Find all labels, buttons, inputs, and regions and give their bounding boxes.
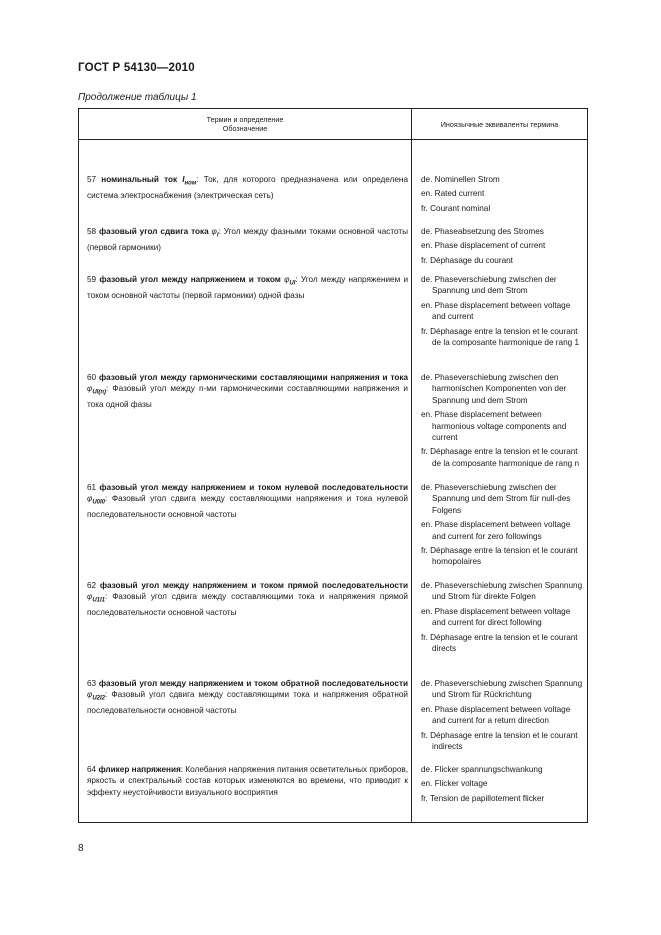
page-number: 8 bbox=[78, 843, 84, 854]
equivalents-62 bbox=[421, 580, 586, 657]
term-definition: : Фазовый угол сдвига между составляющими тока и напряжения прямой последовательности основной частоты bbox=[87, 592, 408, 618]
term-symbol: $I_{ном}$ bbox=[182, 175, 197, 187]
table-continuation-caption: Продолжение таблицы 1 bbox=[78, 92, 197, 103]
term-symbol: $\varphi_I$ bbox=[211, 227, 219, 239]
term-entry-60 bbox=[87, 372, 408, 411]
term-number: 58 bbox=[87, 227, 97, 236]
term-number: 59 bbox=[87, 275, 97, 284]
term-name: фазовый угол сдвига тока bbox=[99, 227, 209, 236]
term-definition: : Фазовый угол сдвига между составляющими тока и напряжения обратной последовательности основной частоты bbox=[87, 690, 408, 716]
standard-code: ГОСТ Р 54130—2010 bbox=[78, 62, 195, 74]
term-entry-63 bbox=[87, 678, 408, 717]
equiv-de: de. Phaseverschiebung zwischen der Spannung und dem Strom für null-des Folgens bbox=[421, 483, 571, 515]
term-entry-62 bbox=[87, 580, 408, 619]
term-number: 64 bbox=[87, 765, 97, 774]
term-entry-64 bbox=[87, 764, 408, 798]
terms-table bbox=[78, 108, 588, 823]
equiv-en: en. Phase displacement between voltage and current for zero followings bbox=[421, 520, 571, 541]
equiv-fr: fr. Tension de papillotement flicker bbox=[421, 793, 545, 803]
equiv-en: en. Phase displacement between voltage and current for direct following bbox=[421, 606, 571, 628]
term-number: 61 bbox=[87, 483, 97, 492]
equiv-de: de. Phaseverschiebung zwischen Spannung und Strom für Rückrichtung bbox=[421, 679, 583, 700]
term-number: 62 bbox=[87, 581, 97, 590]
equiv-en: en. Phase displacement of current bbox=[421, 241, 546, 251]
header-equivalents-label: Иноязычные эквиваленты термина bbox=[440, 119, 559, 129]
header-term-label: Термин и определение bbox=[206, 115, 284, 124]
term-number: 63 bbox=[87, 679, 97, 688]
equiv-en: en. Phase displacement between harmonious voltage components and current bbox=[421, 410, 567, 443]
term-entry-61 bbox=[87, 482, 408, 521]
term-definition: : Угол между напряжением и током основной частоты (первой гармоники) одной фазы bbox=[87, 275, 409, 301]
header-equivalents-column bbox=[412, 109, 587, 139]
term-symbol: $\varphi_{UI(n)}$ bbox=[87, 384, 107, 397]
equivalents-63 bbox=[421, 678, 586, 755]
term-definition: : Ток, для которого предназначена или определена система электроснабжения (электрическая сеть) bbox=[87, 175, 408, 201]
equiv-de: de. Flicker spannungschwankung bbox=[421, 765, 543, 774]
equiv-en: en. Rated current bbox=[421, 189, 485, 199]
equiv-fr: fr. Déphasage du courant bbox=[421, 255, 513, 265]
equivalents-64 bbox=[421, 764, 586, 807]
table-body bbox=[78, 140, 588, 823]
term-symbol: $\varphi_{U0I0}$ bbox=[87, 494, 106, 507]
term-entry-57 bbox=[87, 174, 408, 201]
equivalents-57 bbox=[421, 174, 586, 217]
equivalents-58 bbox=[421, 226, 586, 269]
term-symbol: $\varphi_{U1I1}$ bbox=[87, 592, 106, 605]
equiv-en: en. Phase displacement between voltage and current bbox=[421, 300, 571, 322]
term-name: фазовый угол между напряжением и током нулевой последовательности bbox=[99, 483, 408, 492]
header-term-column bbox=[79, 109, 412, 139]
term-symbol: $\varphi_{U2I2}$ bbox=[87, 690, 106, 703]
term-definition: : Фазовый угол сдвига между составляющими напряжения и тока нулевой последовательности основной частоты bbox=[87, 494, 408, 520]
equiv-fr: fr. Courant nominal bbox=[421, 203, 491, 213]
term-entry-59 bbox=[87, 274, 408, 301]
equiv-de: de. Phaseverschiebung zwischen der Spannung und dem Strom bbox=[421, 275, 557, 296]
term-name: номинальный ток bbox=[101, 175, 178, 184]
equiv-fr: fr. Déphasage entre la tension et le courant indirects bbox=[421, 730, 578, 752]
column-divider bbox=[411, 140, 412, 822]
term-entry-58 bbox=[87, 226, 408, 253]
term-symbol: $\varphi_{UI}$ bbox=[284, 275, 296, 287]
equivalents-60 bbox=[421, 372, 586, 472]
equiv-fr: fr. Déphasage entre la tension et le courant directs bbox=[421, 632, 578, 654]
term-name: фликер напряжения bbox=[98, 765, 181, 774]
term-definition: : Угол между фазными токами основной частоты (первой гармоники) bbox=[87, 227, 409, 253]
equiv-en: en. Phase displacement between voltage and current for a return direction bbox=[421, 704, 571, 726]
equiv-fr: fr. Déphasage entre la tension et le courant de la composante harmonique de rang n bbox=[421, 447, 580, 468]
header-symbol-label: Обозначение bbox=[222, 124, 268, 133]
term-number: 60 bbox=[87, 373, 97, 382]
equiv-de: de. Phaseverschiebung zwischen den harmonischen Komponenten von der Spannung und dem Strom bbox=[421, 373, 567, 405]
equiv-de: de. Phaseabsetzung des Stromes bbox=[421, 227, 544, 236]
equiv-en: en. Flicker voltage bbox=[421, 779, 488, 789]
term-name: фазовый угол между напряжением и током обратной последовательности bbox=[98, 679, 408, 688]
equiv-fr: fr. Déphasage entre la tension et le courant homopolaires bbox=[421, 546, 578, 567]
equivalents-61 bbox=[421, 482, 586, 571]
term-number: 57 bbox=[87, 175, 97, 184]
term-definition: : Колебания напряжения питания осветительных приборов, яркость и спектральный состав которых изменяются во времени, что приводит к эффекту неустойчивости визуального восприятия bbox=[87, 765, 409, 797]
equivalents-59 bbox=[421, 274, 586, 351]
term-name: фазовый угол между напряжением и током прямой последовательности bbox=[99, 581, 408, 590]
term-name: фазовый угол между напряжением и током bbox=[99, 275, 281, 284]
equiv-de: de. Nominellen Strom bbox=[421, 175, 500, 184]
equiv-de: de. Phaseverschiebung zwischen Spannung und Strom für direkte Folgen bbox=[421, 581, 583, 602]
term-definition: : Фазовый угол между n-ми гармоническими составляющими напряжения и тока одной фазы bbox=[87, 384, 408, 410]
equiv-fr: fr. Déphasage entre la tension et le courant de la composante harmonique de rang 1 bbox=[421, 326, 580, 348]
table-header bbox=[78, 109, 588, 140]
term-name: фазовый угол между гармоническими составляющими напряжения и тока bbox=[99, 373, 408, 382]
